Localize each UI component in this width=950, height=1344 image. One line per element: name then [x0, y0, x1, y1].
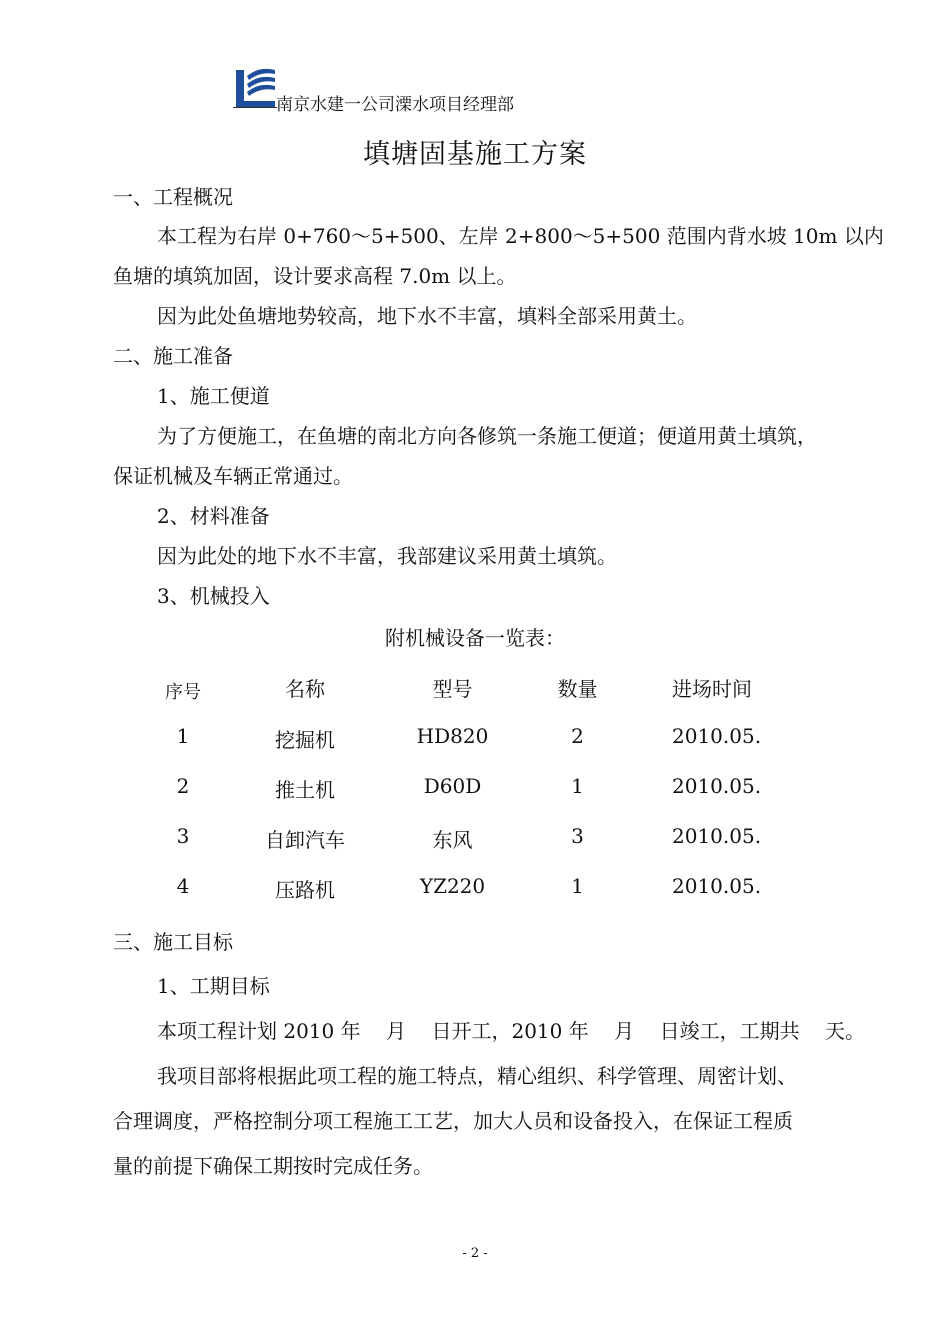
column-header: 型号 [432, 677, 473, 701]
column-header: 进场时间 [672, 677, 752, 701]
section-heading-targets: 三、施工目标 [113, 930, 233, 954]
subheading-access-road: 1、施工便道 [157, 384, 270, 408]
table-cell: 自卸汽车 [265, 828, 345, 852]
table-cell: 2010.05. [672, 874, 762, 898]
company-logo-icon [233, 68, 277, 108]
subheading-machinery: 3、机械投入 [157, 584, 270, 608]
table-cell: 2010.05. [672, 774, 762, 798]
document-title: 填塘固基施工方案 [363, 139, 587, 170]
paragraph-line: 本项工程计划 2010 年 月 日开工，2010 年 月 日竣工，工期共 天。 [157, 1019, 866, 1043]
table-cell: 推土机 [275, 778, 335, 802]
organization-name: 南京水建一公司溧水项目经理部 [276, 95, 514, 115]
section-heading-preparation: 二、施工准备 [113, 344, 233, 368]
paragraph-line: 因为此处鱼塘地势较高，地下水不丰富，填料全部采用黄土。 [157, 304, 697, 328]
paragraph-line: 量的前提下确保工期按时完成任务。 [113, 1154, 433, 1178]
table-cell: 2010.05. [672, 824, 762, 848]
table-cell: 1 [571, 874, 584, 898]
table-cell: 2010.05. [672, 724, 762, 748]
table-cell: 2 [571, 724, 584, 748]
paragraph-line: 鱼塘的填筑加固，设计要求高程 7.0m 以上。 [113, 264, 517, 288]
paragraph-line: 我项目部将根据此项工程的施工特点，精心组织、科学管理、周密计划、 [157, 1064, 797, 1088]
section-heading-overview: 一、工程概况 [113, 185, 233, 209]
table-caption: 附机械设备一览表： [385, 626, 565, 650]
paragraph-line: 保证机械及车辆正常通过。 [113, 464, 353, 488]
table-cell: 挖掘机 [275, 728, 335, 752]
column-header: 序号 [165, 682, 201, 703]
page-number: - 2 - [462, 1246, 488, 1261]
table-cell: 压路机 [275, 878, 335, 902]
paragraph-line: 合理调度，严格控制分项工程施工工艺，加大人员和设备投入，在保证工程质 [113, 1109, 793, 1133]
table-cell: 1 [571, 774, 584, 798]
table-cell: 4 [176, 874, 190, 898]
table-cell: 3 [176, 824, 190, 848]
subheading-materials: 2、材料准备 [157, 504, 270, 528]
table-cell: 1 [176, 724, 190, 748]
paragraph-line: 本工程为右岸 0+760～5+500、左岸 2+800～5+500 范围内背水坡 10m 以内 [157, 224, 884, 248]
column-header: 名称 [285, 677, 325, 701]
table-cell: 东风 [432, 828, 473, 852]
subheading-schedule: 1、工期目标 [157, 974, 270, 998]
table-cell: HD820 [416, 724, 489, 748]
paragraph-line: 为了方便施工，在鱼塘的南北方向各修筑一条施工便道；便道用黄土填筑， [157, 424, 817, 448]
table-cell: 3 [571, 824, 584, 848]
column-header: 数量 [557, 677, 598, 701]
table-cell: D60D [423, 774, 482, 798]
table-cell: 2 [176, 774, 190, 798]
paragraph-line: 因为此处的地下水不丰富，我部建议采用黄土填筑。 [157, 544, 617, 568]
table-cell: YZ220 [419, 874, 486, 898]
